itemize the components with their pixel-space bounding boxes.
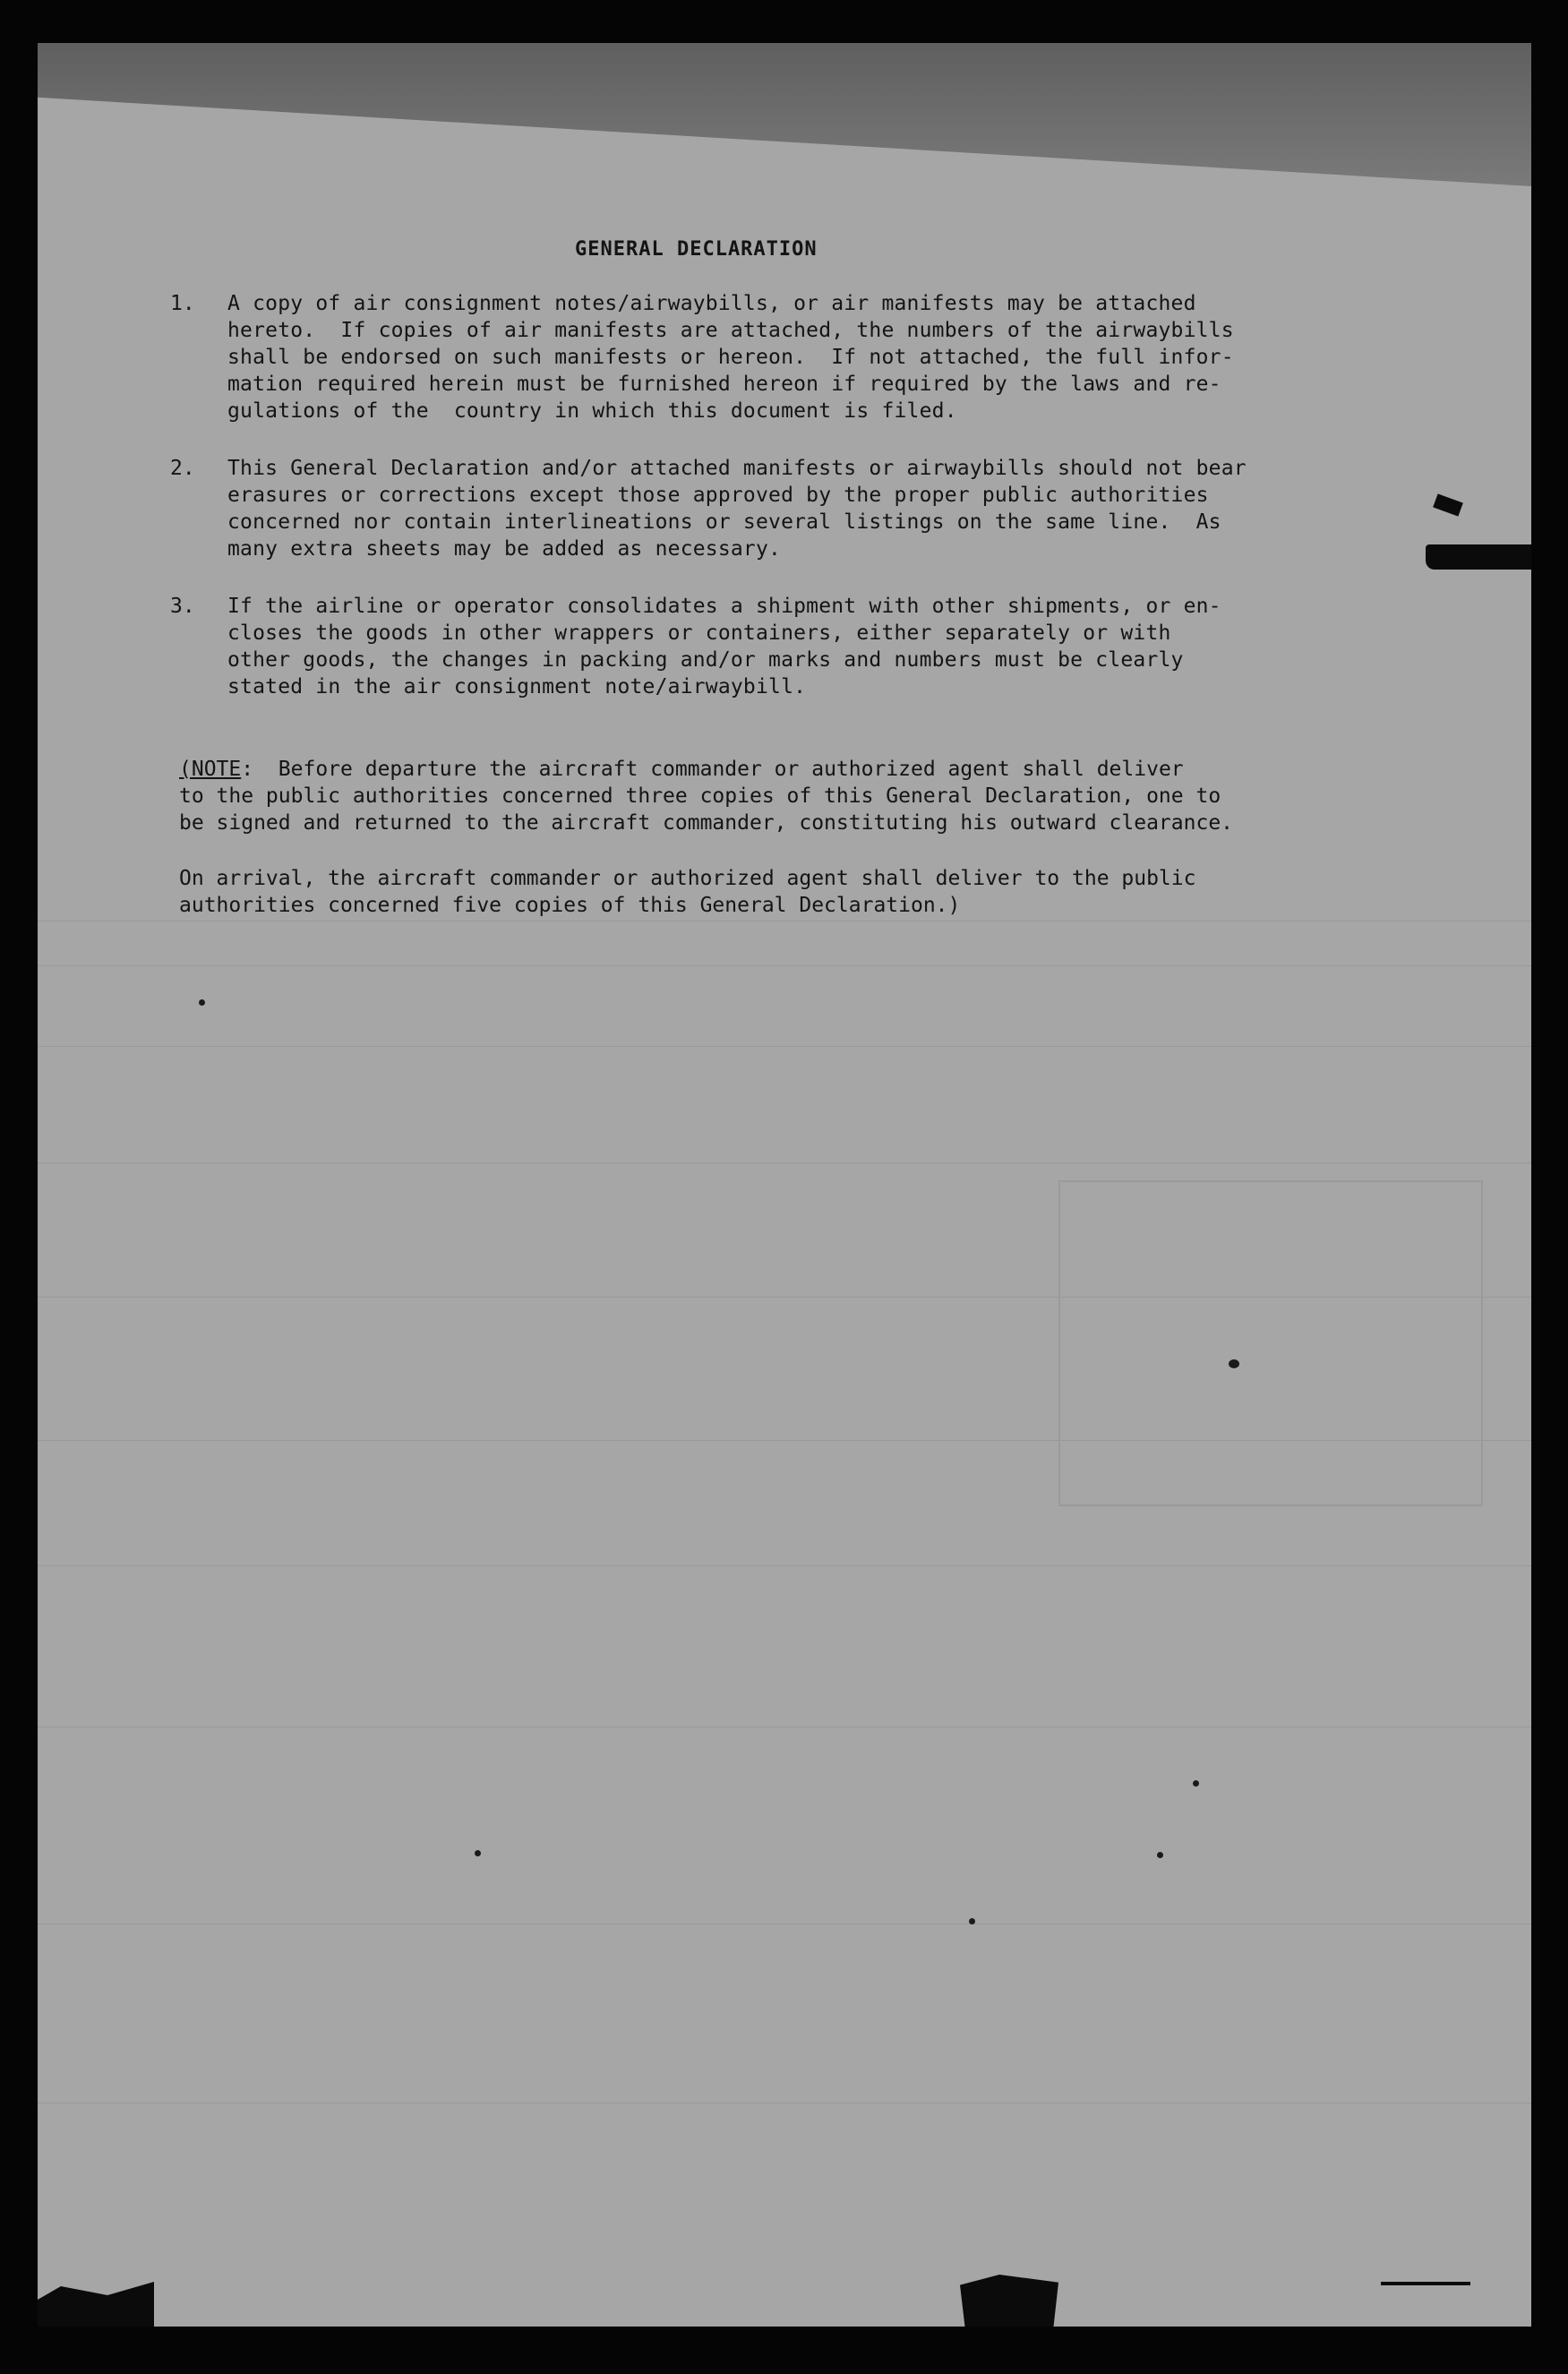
item-line: erasures or corrections except those approved by the proper public authorities: [227, 484, 1209, 507]
dark-top-strip: [38, 43, 1531, 186]
item-line: gulations of the country in which this document is filed.: [227, 399, 957, 423]
item-line: other goods, the changes in packing and/or marks and numbers must be clearly: [227, 648, 1184, 672]
item-number: 2.: [170, 457, 195, 480]
item-line: shall be endorsed on such manifests or hereon. If not attached, the full infor-: [227, 346, 1234, 369]
ink-blot: [960, 2275, 1058, 2327]
ink-blot: [1433, 493, 1463, 516]
document-page: [38, 43, 1531, 2327]
item-line: This General Declaration and/or attached manifests or airwaybills should not bear: [227, 457, 1247, 480]
declaration-item-3: [170, 595, 1424, 711]
bleed-line: [38, 965, 1531, 966]
bleed-line: [38, 1046, 1531, 1047]
item-line: stated in the air consignment note/airwaybill.: [227, 675, 807, 698]
item-line: closes the goods in other wrappers or containers, either separately or with: [227, 621, 1171, 645]
item-line: If the airline or operator consolidates a shipment with other shipments, or en-: [227, 595, 1221, 618]
speck: [1193, 1780, 1199, 1787]
arrival-line: authorities concerned five copies of this General Declaration.): [179, 894, 961, 917]
item-line: many extra sheets may be added as necessary.: [227, 537, 782, 561]
speck: [199, 999, 205, 1006]
ink-blot: [1381, 2282, 1470, 2285]
bleed-box: [1058, 1180, 1483, 1506]
document-title: GENERAL DECLARATION: [575, 238, 818, 261]
note-line: be signed and returned to the aircraft commander, constituting his outward clearance.: [179, 811, 1234, 835]
speck: [475, 1850, 481, 1856]
arrival-paragraph: [73, 867, 1470, 930]
note-line: to the public authorities concerned three copies of this General Declaration, one to: [179, 784, 1221, 808]
ink-blot: [38, 2282, 154, 2327]
item-number: 3.: [170, 595, 195, 618]
speck: [1229, 1359, 1239, 1368]
item-line: A copy of air consignment notes/airwaybills, or air manifests may be attached: [227, 292, 1196, 315]
ink-blot: [1426, 544, 1531, 570]
bleed-line: [38, 2103, 1531, 2104]
speck: [969, 1918, 975, 1924]
note-label: (NOTE: [179, 758, 242, 781]
item-line: concerned nor contain interlineations or several listings on the same line. As: [227, 510, 1221, 534]
bleed-line: [38, 1565, 1531, 1566]
note-paragraph: [73, 758, 1470, 847]
arrival-line: On arrival, the aircraft commander or authorized agent shall deliver to the public: [179, 867, 1196, 890]
item-line: mation required herein must be furnished hereon if required by the laws and re-: [227, 373, 1221, 396]
declaration-item-1: [170, 292, 1424, 444]
declaration-item-2: [170, 457, 1424, 573]
bleed-line: [38, 1162, 1531, 1163]
note-line: : Before departure the aircraft commander or authorized agent shall deliver: [241, 758, 1184, 781]
item-line: hereto. If copies of air manifests are attached, the numbers of the airwaybills: [227, 319, 1234, 342]
speck: [1157, 1852, 1163, 1858]
item-number: 1.: [170, 292, 195, 315]
